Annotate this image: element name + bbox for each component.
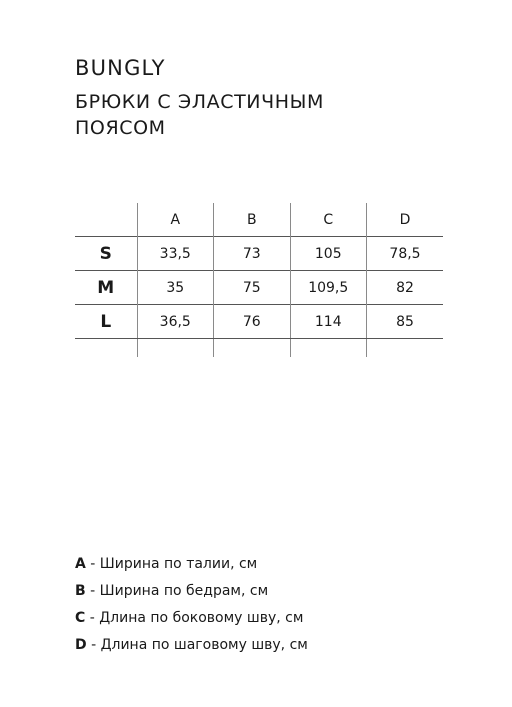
size-label-m: M	[75, 271, 137, 305]
table-row-l	[75, 305, 443, 339]
table-row-s	[75, 237, 443, 271]
legend-text-b: - Ширина по бедрам, см	[85, 583, 269, 599]
legend-text-c: - Длина по боковому шву, см	[85, 610, 304, 626]
cell-m-b: 75	[214, 271, 291, 305]
cell-s-a: 33,5	[137, 237, 214, 271]
cell-s-d: 78,5	[367, 237, 444, 271]
column-header-d: D	[367, 203, 444, 237]
cell-m-d: 82	[367, 271, 444, 305]
legend-text-a: - Ширина по талии, см	[85, 556, 258, 572]
header-corner-cell	[75, 203, 137, 237]
cell-m-a: 35	[137, 271, 214, 305]
empty-cell	[75, 339, 137, 358]
legend-key-b: B	[75, 583, 86, 599]
column-header-c: C	[290, 203, 367, 237]
legend-key-c: C	[75, 610, 86, 626]
cell-l-b: 76	[214, 305, 291, 339]
legend-item-a	[75, 551, 308, 578]
cell-l-d: 85	[367, 305, 444, 339]
measurement-legend	[75, 551, 308, 659]
cell-l-c: 114	[290, 305, 367, 339]
legend-key-d: D	[75, 637, 87, 653]
size-label-s: S	[75, 237, 137, 271]
empty-cell	[290, 339, 367, 358]
cell-m-c: 109,5	[290, 271, 367, 305]
legend-item-c	[75, 605, 308, 632]
empty-cell	[137, 339, 214, 358]
cell-l-a: 36,5	[137, 305, 214, 339]
table-row-m	[75, 271, 443, 305]
legend-key-a: A	[75, 556, 86, 572]
legend-item-d	[75, 632, 308, 659]
cell-s-b: 73	[214, 237, 291, 271]
size-chart-header-row	[75, 203, 443, 237]
legend-text-d: - Длина по шаговому шву, см	[86, 637, 308, 653]
product-title-line-1: БРЮКИ С ЭЛАСТИЧНЫМ	[75, 91, 324, 113]
product-title-line-2: ПОЯСОМ	[75, 117, 166, 139]
table-row-empty	[75, 339, 443, 358]
column-header-a: A	[137, 203, 214, 237]
size-label-l: L	[75, 305, 137, 339]
empty-cell	[214, 339, 291, 358]
brand-name: BUNGLY	[75, 56, 166, 80]
column-header-b: B	[214, 203, 291, 237]
legend-item-b	[75, 578, 308, 605]
product-title	[75, 89, 324, 141]
cell-s-c: 105	[290, 237, 367, 271]
empty-cell	[367, 339, 444, 358]
size-chart-table	[75, 203, 443, 357]
